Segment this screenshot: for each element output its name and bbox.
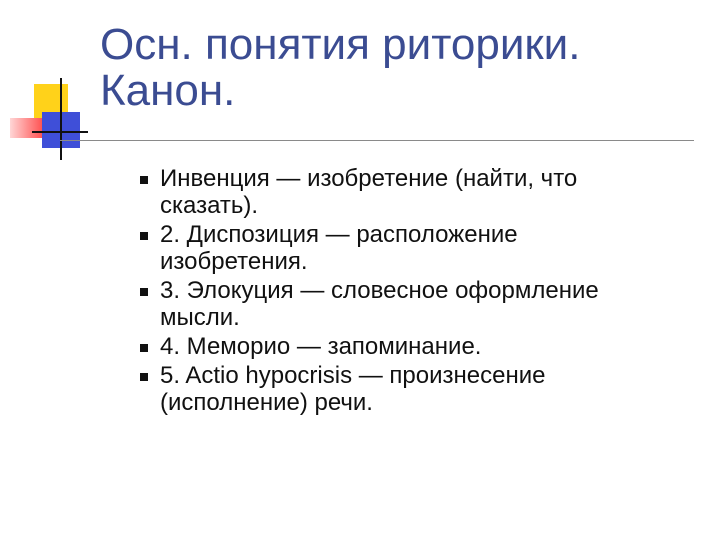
bullet-text: 2. Диспозиция — расположение изобретения.	[160, 221, 518, 275]
bullet-text: Инвенция — изобретение (найти, что сказать).	[160, 165, 578, 219]
bullet-item	[140, 221, 660, 275]
title-divider	[60, 140, 694, 141]
bullet-text: 3. Элокуция — словесное оформление мысли.	[160, 277, 599, 331]
bullet-item	[140, 165, 660, 219]
bullet-list	[140, 165, 660, 418]
slide-title-line-1: Осн. понятия риторики.	[100, 20, 581, 69]
bullet-text: 4. Меморио — запоминание.	[160, 333, 482, 360]
square-bullet-icon	[140, 232, 148, 240]
slide-title	[100, 22, 700, 114]
bullet-item	[140, 333, 660, 360]
bullet-text: 5. Actio hypocrisis — произнесение (исполнение) речи.	[160, 362, 546, 416]
square-bullet-icon	[140, 176, 148, 184]
logo-vertical-line	[60, 78, 62, 160]
square-bullet-icon	[140, 373, 148, 381]
logo-horizontal-line	[32, 131, 88, 133]
bullet-item	[140, 277, 660, 331]
square-bullet-icon	[140, 288, 148, 296]
bullet-item	[140, 362, 660, 416]
slide-title-line-2: Канон.	[100, 66, 236, 115]
square-bullet-icon	[140, 344, 148, 352]
